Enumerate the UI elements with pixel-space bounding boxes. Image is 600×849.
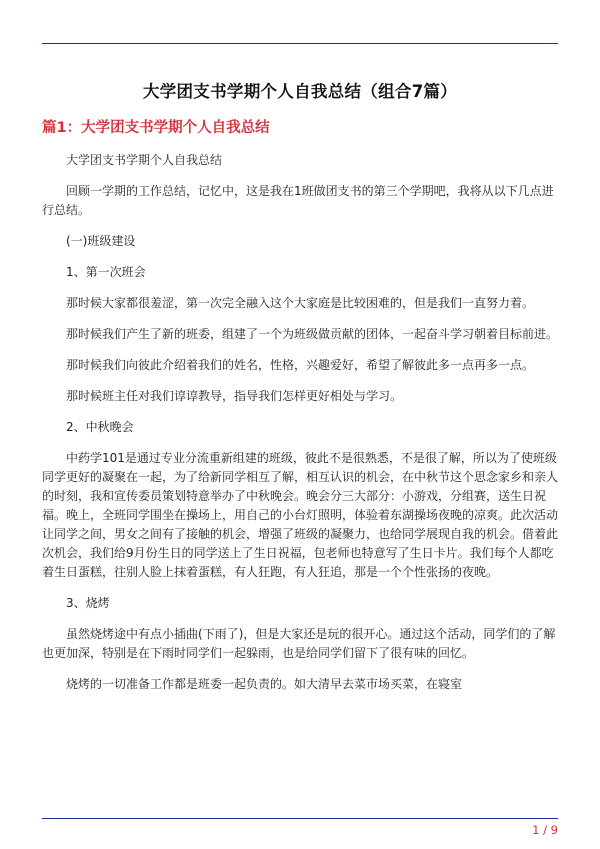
document-title: 大学团支书学期个人自我总结（组合7篇） <box>142 82 458 101</box>
paragraph: 那时候大家都很羞涩，第一次完全融入这个大家庭是比较困难的，但是我们一直努力着。 <box>66 296 535 310</box>
paragraph: 中药学101是通过专业分流重新组建的班级，彼此不是很熟悉，不是很了解，所以为了使班级同学更好的凝聚在一起，为了给新同学相互了解，相互认识的机会，在中秋节这个思念家乡和亲人的时刻，我和宣传委员策划特意举办了中秋晚会。晚会分三大部分：小游戏，分组赛，送生日祝福。晚上，全班同学围坐在操场上，用自己的小台灯照明，体验着东湖操场夜晚的凉爽。此次活动让同学之间，男女之间有了接触的机会，增强了班级的凝聚力，也给同学展现自我的机会。借着此次机会，我们给9月份生日的同学送上了生日祝福，包老师也特意写了生日卡片。我们每个人都吃着生日蛋糕，往别人脸上抹着蛋糕，有人狂跑，有人狂追，那是一个个性张扬的夜晚。 <box>42 451 559 579</box>
header-rule <box>42 43 558 44</box>
page-number: 1 / 9 <box>532 823 558 837</box>
document-body <box>42 151 558 706</box>
section-heading: 篇1：大学团支书学期个人自我总结 <box>42 120 270 136</box>
paragraph: 2、中秋晚会 <box>66 420 134 434</box>
paragraph: 烧烤的一切准备工作都是班委一起负责的。如大清早去菜市场买菜，在寝室 <box>66 677 463 691</box>
paragraph: 那时候班主任对我们谆谆教导，指导我们怎样更好相处与学习。 <box>66 389 403 403</box>
paragraph: 大学团支书学期个人自我总结 <box>66 153 223 167</box>
footer-rule <box>42 818 558 819</box>
paragraph: 1、第一次班会 <box>66 265 146 279</box>
paragraph: 那时候我们产生了新的班委，组建了一个为班级做贡献的团体，一起奋斗学习朝着目标前进。 <box>66 327 559 341</box>
paragraph: 虽然烧烤途中有点小插曲(下雨了)，但是大家还是玩的很开心。通过这个活动，同学们的了解也更加深，特别是在下雨时同学们一起躲雨，也是给同学们留下了很有味的回忆。 <box>42 627 556 660</box>
paragraph: (一)班级建设 <box>66 234 136 248</box>
paragraph: 回顾一学期的工作总结，记忆中，这是我在1班做团支书的第三个学期吧，我将从以下几点进行总结。 <box>42 184 554 217</box>
paragraph: 3、烧烤 <box>66 596 110 610</box>
paragraph: 那时候我们向彼此介绍着我们的姓名，性格，兴趣爱好，希望了解彼此多一点再多一点。 <box>66 358 535 372</box>
